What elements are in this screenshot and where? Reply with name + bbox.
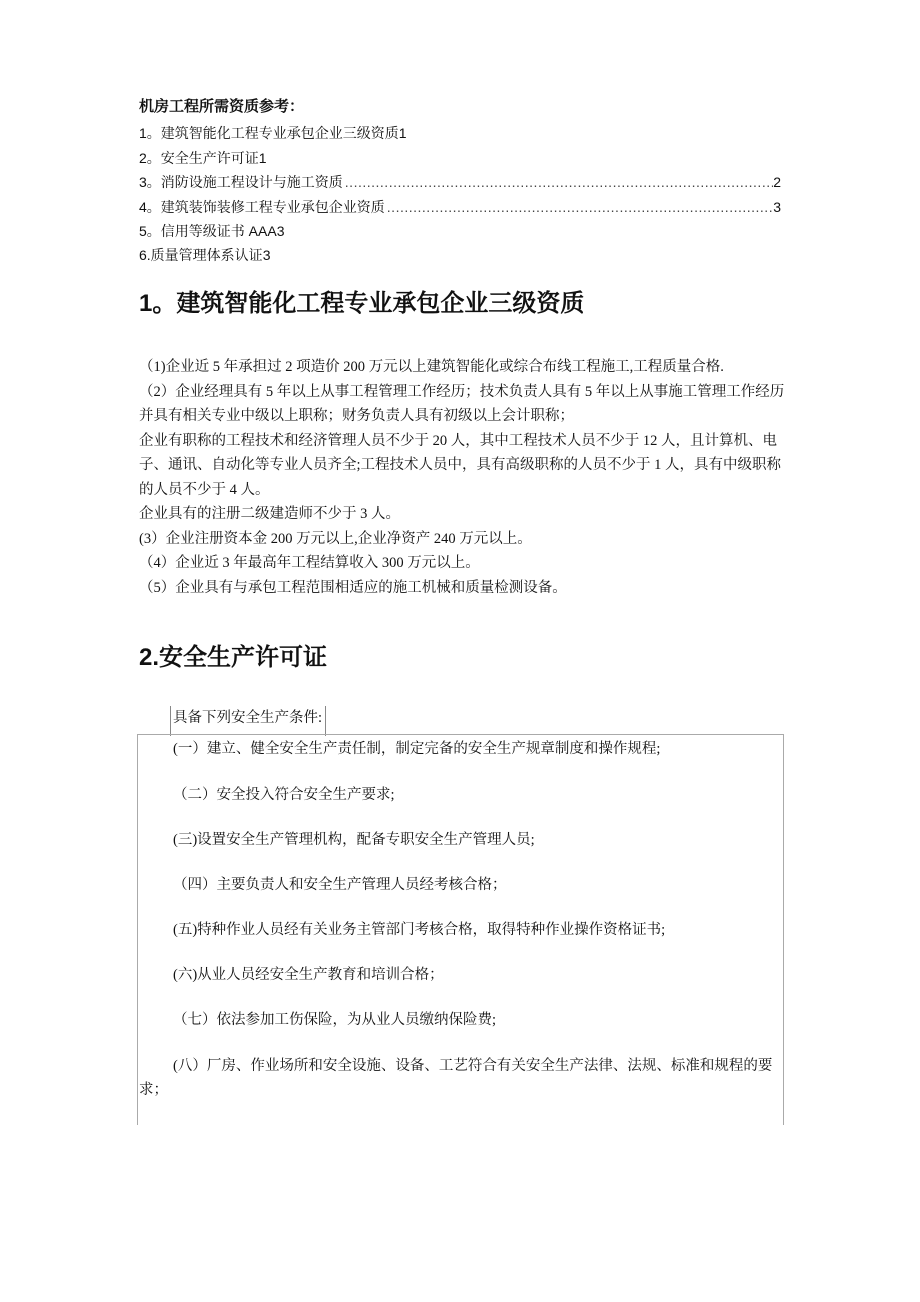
- section1-paragraph: (3）企业注册资本金 200 万元以上,企业净资产 240 万元以上。: [139, 530, 532, 547]
- toc-item-text: 1。建筑智能化工程专业承包企业三级资质: [139, 125, 399, 141]
- condition-item: （四）主要负责人和安全生产管理人员经考核合格；: [173, 877, 507, 893]
- section1-paragraph: 企业具有的注册二级建造师不少于 3 人。: [139, 506, 400, 522]
- section2-intro: 具备下列安全生产条件:: [171, 706, 322, 730]
- toc-item[interactable]: [139, 147, 781, 169]
- toc-item-text: 5。信用等级证书 AAA: [139, 223, 277, 239]
- section1-body: [139, 355, 785, 600]
- condition-item: （七）依法参加工伤保险，为从业人员缴纳保险费;: [173, 1012, 497, 1028]
- condition-item: (六)从业人员经安全生产教育和培训合格；: [173, 967, 444, 983]
- toc-item-page: 3: [262, 247, 271, 263]
- condition-item: (三)设置安全生产管理机构，配备专职安全生产管理人员;: [173, 832, 535, 848]
- condition-item: (一）建立、健全安全生产责任制，制定完备的安全生产规章制度和操作规程;: [173, 741, 661, 757]
- toc-item-page: 3: [276, 223, 285, 239]
- toc-title: 机房工程所需资质参考：: [139, 98, 305, 115]
- section2-heading: 2.安全生产许可证: [139, 644, 328, 671]
- section1-paragraph: （1)企业近 5 年承担过 2 项造价 200 万元以上建筑智能化或综合布线工程施工,工程质量合格.: [139, 359, 724, 375]
- section1-paragraph: （4）企业近 3 年最高年工程结算收入 300 万元以上。: [139, 555, 480, 571]
- toc-item-text: 4。建筑装饰装修工程专业承包企业资质: [139, 199, 385, 215]
- toc-item-page: 1: [258, 150, 267, 166]
- section1-paragraph: （2）企业经理具有 5 年以上从事工程管理工作经历；技术负责人具有 5 年以上从事施工管理工作经历并具有相关专业中级以上职称；财务负责人具有初级以上会计职称；: [139, 383, 785, 424]
- toc-item[interactable]: [139, 171, 781, 193]
- section1-paragraph: （5）企业具有与承包工程范围相适应的施工机械和质量检测设备。: [139, 579, 567, 596]
- condition-item: （二）安全投入符合安全生产要求;: [173, 787, 395, 803]
- toc-leader-dots: [385, 196, 773, 218]
- condition-item: (八）厂房、作业场所和安全设施、设备、工艺符合有关安全生产法律、法规、标准和规程的要求；: [139, 1058, 773, 1098]
- toc-item-text: 3。消防设施工程设计与施工资质: [139, 174, 343, 190]
- condition-item: (五)特种作业人员经有关业务主管部门考核合格，取得特种作业操作资格证书;: [173, 922, 666, 938]
- toc-item[interactable]: [139, 220, 781, 242]
- toc-item-page: 2: [773, 174, 781, 190]
- toc-item[interactable]: [139, 122, 781, 144]
- toc-item-page: 3: [773, 199, 781, 215]
- toc-item[interactable]: [139, 196, 781, 218]
- section1-heading: 1。建筑智能化工程专业承包企业三级资质: [139, 290, 585, 317]
- toc-item-text: 6.质量管理体系认证: [139, 247, 263, 263]
- section1-paragraph: 企业有职称的工程技术和经济管理人员不少于 20 人，其中工程技术人员不少于 12 人，且计算机、电子、通讯、自动化等专业人员齐全;工程技术人员中，具有高级职称的人员不少于 1 人，具有中级职称的人员不少于 4 人。: [139, 432, 782, 498]
- toc-leader-dots: [343, 171, 773, 193]
- toc-item[interactable]: [139, 244, 781, 266]
- toc-item-page: 1: [398, 125, 407, 141]
- toc-item-text: 2。安全生产许可证: [139, 150, 259, 166]
